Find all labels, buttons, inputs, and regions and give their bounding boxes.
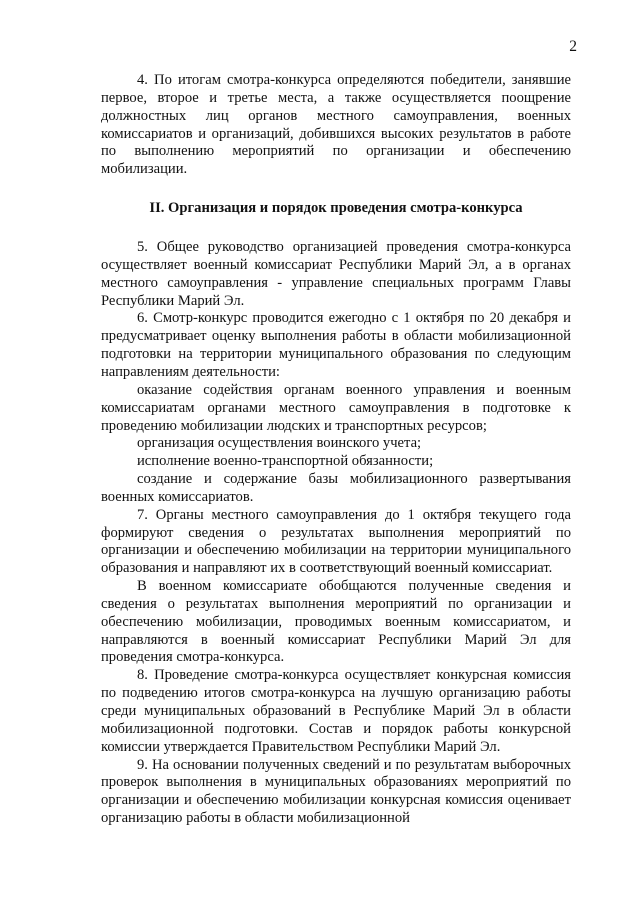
paragraph-9: 9. На основании полученных сведений и по результатам выборочных проверок выполнения в муниципальных образованиях мероприятий по организации и обеспечению мобилизации конкурсная комиссия оценивает организацию работы в области мобилизационной [101, 756, 571, 827]
page-number: 2 [569, 38, 577, 55]
list-item-assistance: оказание содействия органам военного управления и военным комиссариатам органами местного самоуправления в подготовке к проведению мобилизации людских и транспортных ресурсов; [101, 381, 571, 434]
paragraph-5: 5. Общее руководство организацией проведения смотра-конкурса осуществляет военный комиссариат Республики Марий Эл, а в органах местного самоуправления - управление специальных программ Главы Республики Марий Эл. [101, 239, 571, 309]
list-item-transport-obligation: исполнение военно-транспортной обязанности; [137, 453, 434, 470]
paragraph-7: 7. Органы местного самоуправления до 1 октября текущего года формируют сведения о результатах выполнения мероприятий по организации и обеспечению мобилизации на территории муниципального образования и направляют их в соответствующий военный комиссариат. [101, 506, 571, 577]
paragraph-6: 6. Смотр-конкурс проводится ежегодно с 1 октября по 20 декабря и предусматривает оценку выполнения работы в области мобилизационной подготовки на территории муниципального образования по следующим направлениям деятельности: [101, 310, 571, 380]
paragraph-8: 8. Проведение смотра-конкурса осуществляет конкурсная комиссия по подведению итогов смотра-конкурса на лучшую организацию работы среди муниципальных образований в Республике Марий Эл в области мобилизационной подготовки. Состав и порядок работы конкурсной комиссии утверждается Правительством Республики Марий Эл. [101, 667, 571, 755]
paragraph-4: 4. По итогам смотра-конкурса определяются победители, занявшие первое, второе и третье места, а также осуществляется поощрение должностных лиц органов местного самоуправления, военных комиссариатов и организаций, добившихся высоких результатов в работе по выполнению мероприятий по организации и обеспечению мобилизации. [101, 72, 571, 178]
paragraph-7-continued: В военном комиссариате обобщаются полученные сведения и сведения о результатах выполнения мероприятий по организации и обеспечению мобилизации, проводимых военным комиссариатом, и направляются в военный комиссариат Республики Марий Эл для проведения смотра-конкурса. [101, 578, 571, 666]
list-item-military-registration: организация осуществления воинского учета; [137, 435, 422, 452]
document-body [101, 72, 571, 828]
section-heading: II. Организация и порядок проведения смотра-конкурса [149, 200, 523, 217]
list-item-mobilization-base: создание и содержание базы мобилизационного развертывания военных комиссариатов. [101, 471, 571, 505]
